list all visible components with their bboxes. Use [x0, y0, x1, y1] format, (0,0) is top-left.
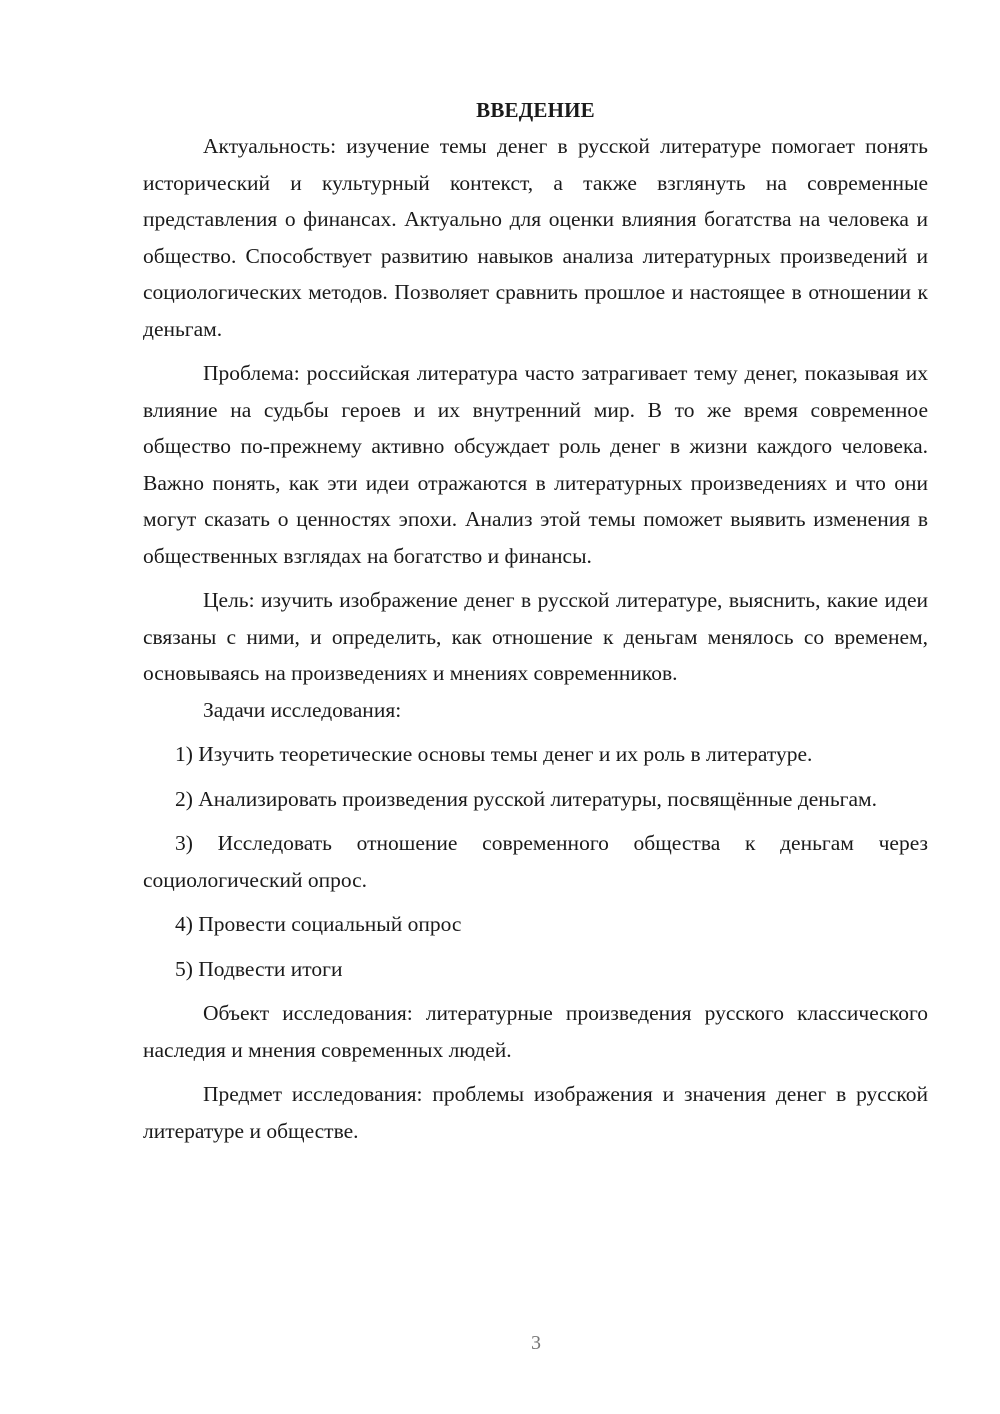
task-list: [143, 736, 928, 987]
task-item: 5) Подвести итоги: [175, 956, 343, 981]
paragraph-problem: Проблема: российская литература часто затрагивает тему денег, показывая их влияние на судьбы героев и их внутренний мир. В то же время современное общество по-прежнему активно обсуждает роль денег в жизни каждого человека. Важно понять, как эти идеи отражаются в литературных произведениях и что они могут сказать о ценностях эпохи. Анализ этой темы поможет выявить изменения в общественных взглядах на богатство и финансы.: [143, 361, 928, 568]
task-item: 3) Исследовать отношение современного общества к деньгам через социологический опрос.: [143, 831, 928, 892]
task-item: 4) Провести социальный опрос: [175, 912, 462, 936]
paragraph-subject: Предмет исследования: проблемы изображения и значения денег в русской литературе и обществе.: [143, 1082, 928, 1143]
paragraph-goal: Цель: изучить изображение денег в русской литературе, выяснить, какие идеи связаны с ними, и определить, как отношение к деньгам менялось со временем, основываясь на произведениях и мнениях современников.: [143, 588, 928, 685]
task-item: 2) Анализировать произведения русской литературы, посвящённые деньгам.: [175, 786, 877, 811]
page-number: 3: [531, 1332, 541, 1354]
tasks-heading: Задачи исследования:: [203, 697, 402, 722]
paragraph-relevance: Актуальность: изучение темы денег в русской литературе помогает понять исторический и культурный контекст, а также взглянуть на современные представления о финансах. Актуально для оценки влияния богатства на человека и общество. Способствует развитию навыков анализа литературных произведений и социологических методов. Позволяет сравнить прошлое и настоящее в отношении к деньгам.: [143, 134, 928, 341]
page-title: ВВЕДЕНИЕ: [476, 98, 595, 122]
task-item: 1) Изучить теоретические основы темы денег и их роль в литературе.: [175, 742, 813, 766]
document-page: [143, 92, 928, 1149]
paragraph-object: Объект исследования: литературные произведения русского классического наследия и мнения современных людей.: [143, 1001, 928, 1062]
